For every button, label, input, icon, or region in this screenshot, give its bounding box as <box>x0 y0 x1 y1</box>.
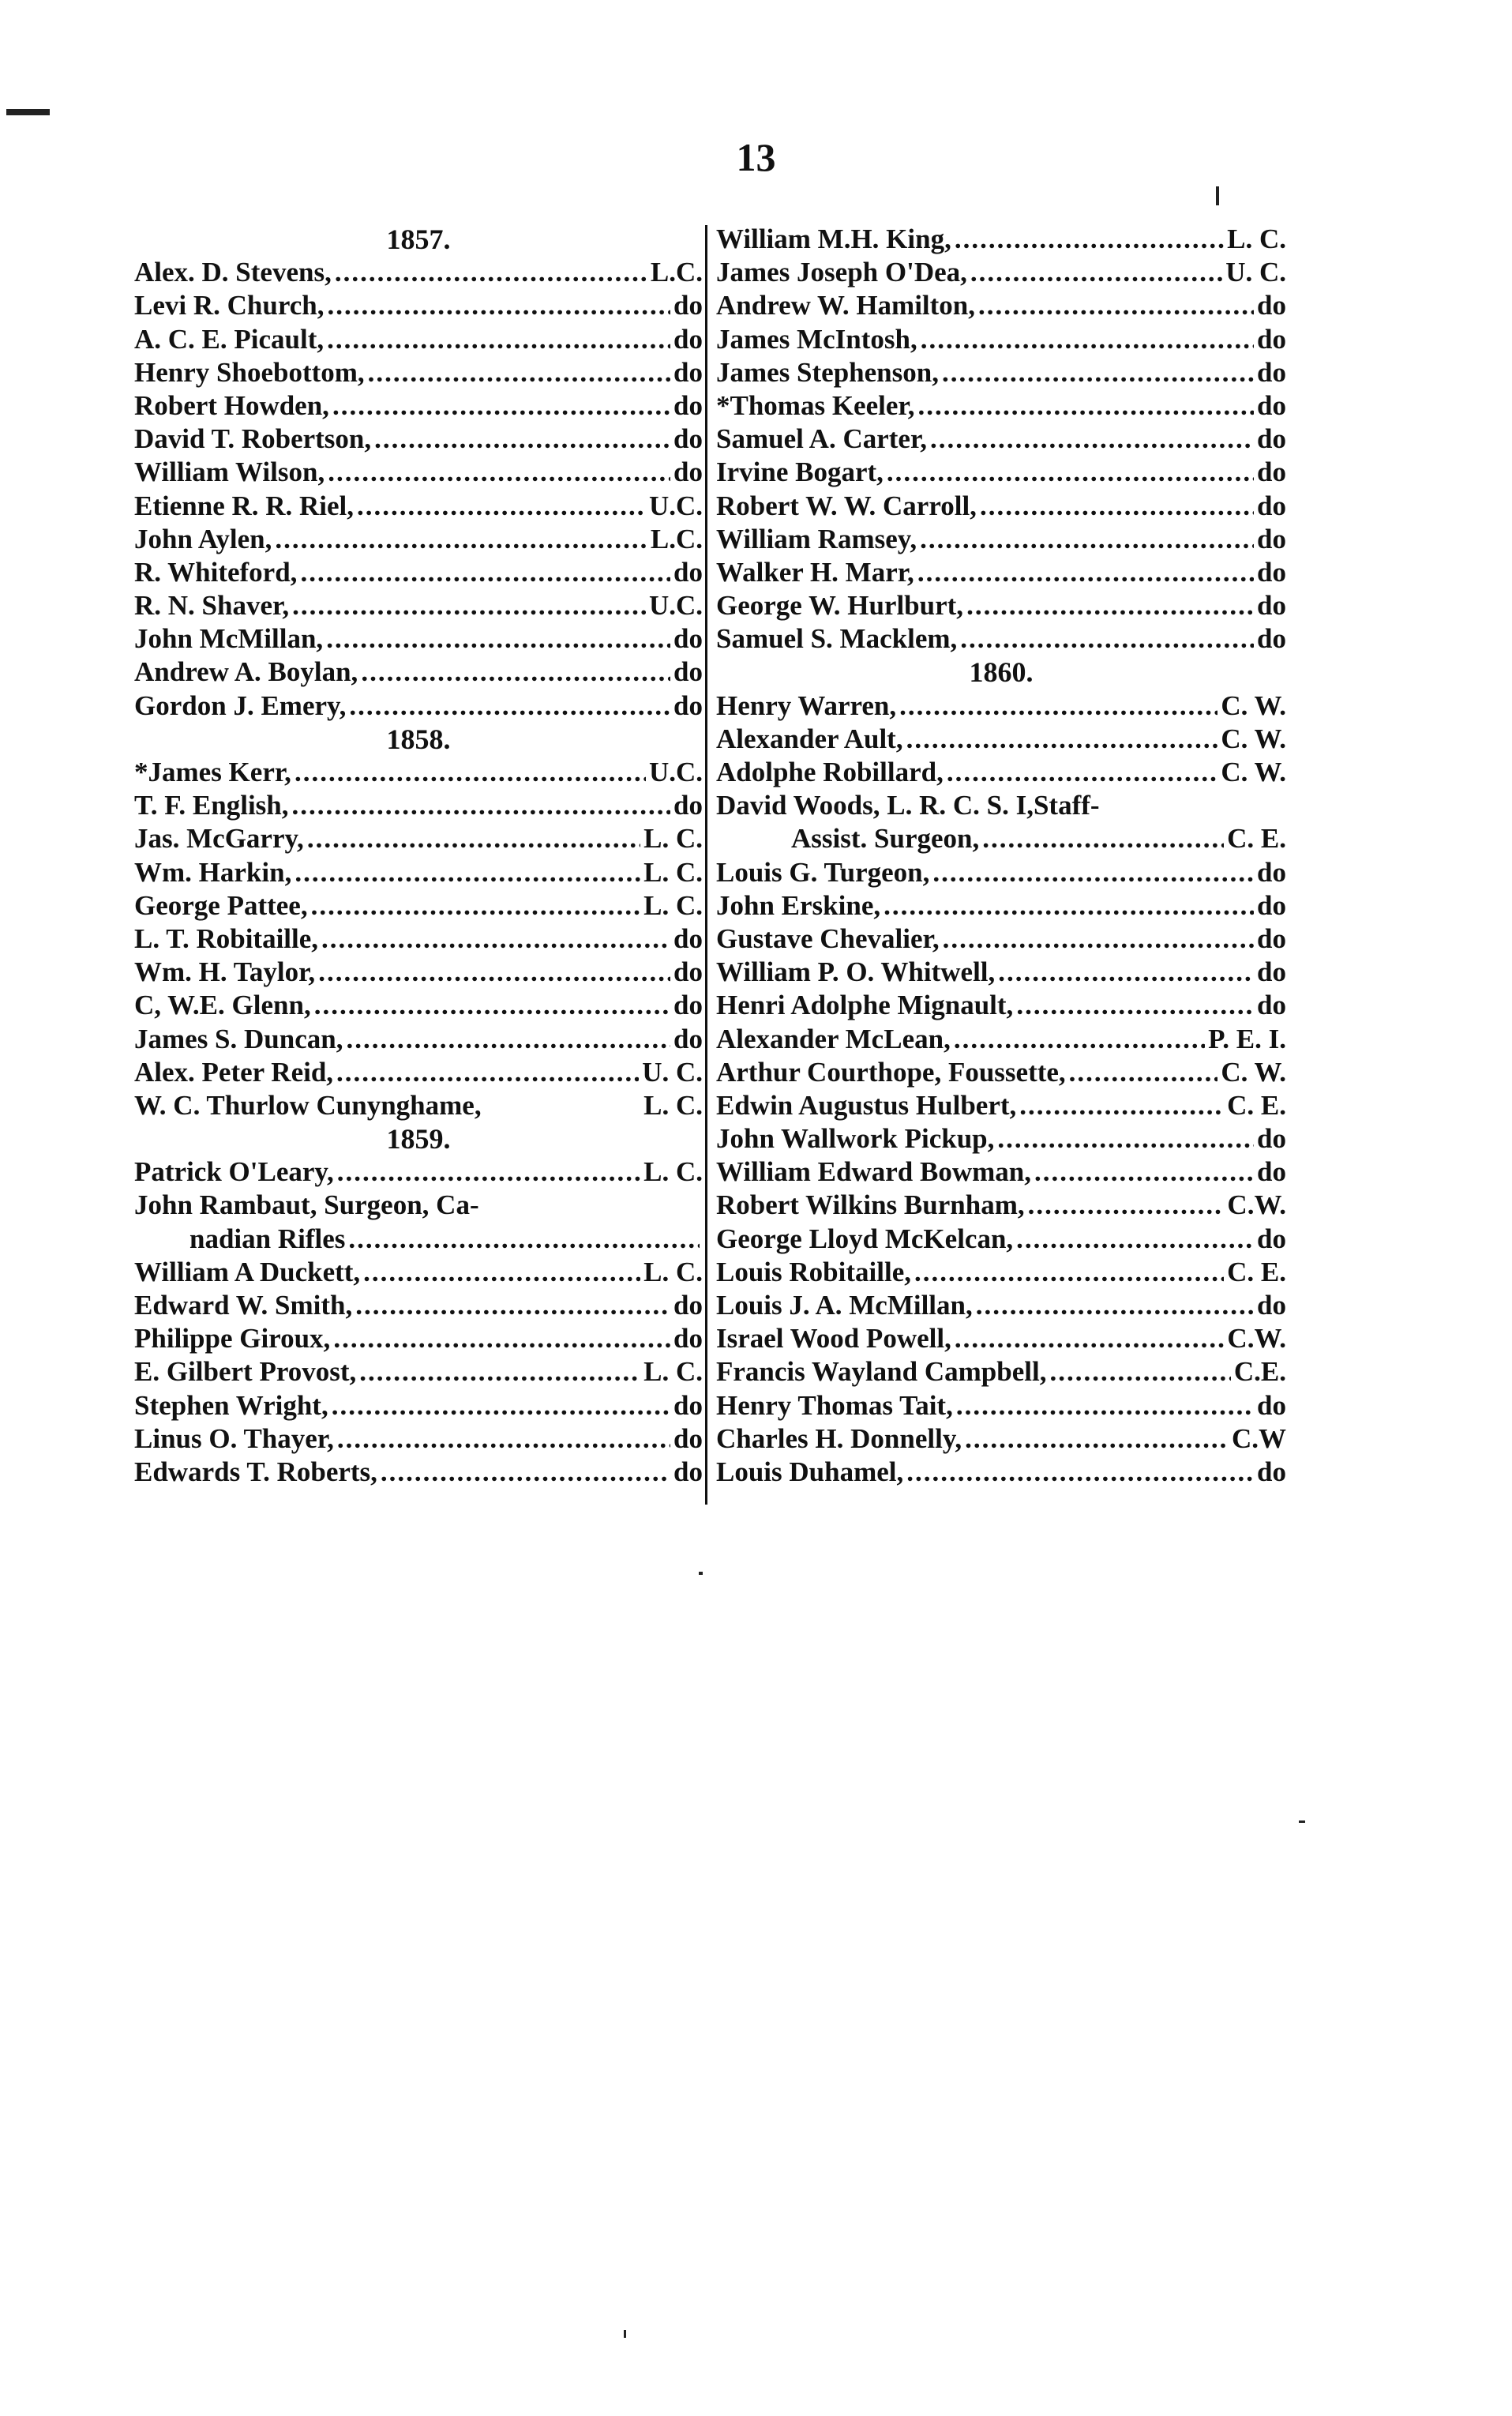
entry-name: George W. Hurlburt, <box>716 590 964 622</box>
list-item <box>716 556 1286 589</box>
entry-name: William Edward Bowman, <box>716 1156 1031 1188</box>
entry-region: C. W. <box>1221 689 1286 721</box>
entry-region: do <box>673 956 703 988</box>
dot-leader <box>906 723 1218 756</box>
dot-leader <box>942 356 1254 389</box>
list-item <box>716 423 1286 456</box>
entry-region: U. C. <box>1225 257 1286 288</box>
right-column <box>716 223 1286 1489</box>
entry-name: Louis Robitaille, <box>716 1256 911 1287</box>
list-item <box>134 922 703 956</box>
entry-region: P. E. I. <box>1208 1023 1286 1054</box>
entry-region: L. C. <box>643 856 703 888</box>
entry-name: A. C. E. Picault, <box>134 323 325 355</box>
list-item <box>716 856 1286 889</box>
dot-leader <box>955 1322 1225 1355</box>
entry-region: do <box>673 389 703 421</box>
list-item <box>134 1389 703 1422</box>
dot-leader <box>1019 1089 1224 1122</box>
list-item <box>716 1322 1286 1355</box>
list-item <box>716 723 1286 756</box>
list-item <box>716 1056 1286 1089</box>
entry-region: do <box>1257 523 1286 554</box>
entry-region: do <box>673 623 703 655</box>
dot-leader <box>357 490 646 523</box>
dot-leader <box>363 1256 640 1289</box>
entry-name: Wm. Harkin, <box>134 856 292 888</box>
entry-region: do <box>673 290 703 321</box>
entry-name: E. Gilbert Provost, <box>134 1356 357 1388</box>
entry-region: C. E. <box>1227 1256 1286 1287</box>
dot-leader <box>917 389 1254 423</box>
list-item <box>716 589 1286 622</box>
entry-region: L. C. <box>643 1256 703 1287</box>
print-speck <box>6 109 50 115</box>
dot-leader <box>980 490 1254 523</box>
list-item <box>716 1389 1286 1422</box>
entry-region: do <box>673 1389 703 1421</box>
list-item <box>716 1023 1286 1056</box>
list-item <box>716 1155 1286 1189</box>
print-speck <box>1299 1820 1305 1823</box>
list-item <box>716 490 1286 523</box>
entry-name: Henry Thomas Tait, <box>716 1389 953 1421</box>
dot-leader <box>955 223 1224 256</box>
entry-region: C. E. <box>1227 823 1286 855</box>
entry-region: L. C. <box>643 1156 703 1188</box>
entry-name: David T. Robertson, <box>134 423 372 455</box>
dot-leader <box>346 1023 670 1056</box>
dot-leader <box>966 589 1254 622</box>
entry-region: do <box>1257 1290 1286 1321</box>
list-item <box>134 1289 703 1322</box>
entry-region: do <box>1257 1456 1286 1487</box>
entry-region: U.C. <box>648 590 703 622</box>
entry-region: do <box>673 656 703 688</box>
entry-name: James S. Duncan, <box>134 1023 343 1054</box>
entry-name: James McIntosh, <box>716 323 917 355</box>
entry-name: Alexander Ault, <box>716 723 903 754</box>
list-item <box>134 1422 703 1456</box>
entry-region: do <box>1257 490 1286 521</box>
entry-region: U. C. <box>642 1056 703 1088</box>
dot-leader <box>978 289 1254 322</box>
entry-region: L. C. <box>643 1356 703 1388</box>
left-column <box>134 223 703 1489</box>
entry-name: Robert Wilkins Burnham, <box>716 1189 1025 1221</box>
list-item <box>134 956 703 989</box>
entry-region: do <box>673 457 703 488</box>
entry-region: do <box>1257 290 1286 321</box>
entry-name: William M.H. King, <box>716 224 951 254</box>
entry-region: C.W. <box>1227 1189 1286 1221</box>
entry-name: Samuel S. Macklem, <box>716 623 958 655</box>
list-item <box>134 556 703 589</box>
dot-leader <box>349 689 670 723</box>
entry-name: George Lloyd McKelcan, <box>716 1223 1014 1254</box>
list-item <box>716 622 1286 656</box>
entry-name: Etienne R. R. Riel, <box>134 490 355 521</box>
list-item <box>716 756 1286 789</box>
entry-name: John Rambaut, Surgeon, Ca- <box>134 1189 479 1221</box>
dot-leader <box>970 256 1222 289</box>
entry-name: Gustave Chevalier, <box>716 922 940 954</box>
list-item <box>134 1089 703 1122</box>
entry-region: do <box>1257 590 1286 622</box>
list-item <box>134 789 703 822</box>
entry-name: Edwards T. Roberts, <box>134 1456 377 1487</box>
dot-leader <box>307 822 640 855</box>
list-item <box>134 822 703 855</box>
entry-name: R. Whiteford, <box>134 556 298 588</box>
entry-name: *Thomas Keeler, <box>716 389 915 421</box>
dot-leader <box>295 856 640 889</box>
entry-name: Alexander McLean, <box>716 1023 951 1054</box>
dot-leader <box>321 922 670 956</box>
year-heading: 1857. <box>386 224 451 255</box>
list-item <box>134 456 703 489</box>
entry-name: nadian Rifles <box>189 1223 346 1254</box>
dot-leader <box>917 556 1254 589</box>
entry-name: William A Duckett, <box>134 1256 361 1287</box>
list-item <box>134 423 703 456</box>
year-heading: 1858. <box>386 723 451 755</box>
list-item <box>716 256 1286 289</box>
entry-region: do <box>1257 623 1286 655</box>
entry-region: do <box>673 1456 703 1487</box>
entry-name: W. C. Thurlow Cunynghame, <box>134 1089 482 1121</box>
entry-name: Stephen Wright, <box>134 1389 328 1421</box>
entry-region: do <box>1257 1156 1286 1188</box>
list-item <box>134 490 703 523</box>
list-item <box>716 689 1286 723</box>
entry-region: C.W <box>1231 1422 1286 1454</box>
entry-name: Philippe Giroux, <box>134 1323 331 1355</box>
entry-region: C.W. <box>1227 1323 1286 1355</box>
entry-name: Andrew A. Boylan, <box>134 656 358 688</box>
entry-name: Alex. Peter Reid, <box>134 1056 334 1088</box>
list-item <box>716 1289 1286 1322</box>
entry-region: do <box>1257 922 1286 954</box>
entry-name: Louis G. Turgeon, <box>716 856 930 888</box>
entry-region: U.C. <box>648 490 703 521</box>
entry-name: Linus O. Thayer, <box>134 1422 334 1454</box>
list-item <box>134 1322 703 1355</box>
entry-name: James Joseph O'Dea, <box>716 257 967 288</box>
dot-leader <box>318 956 670 989</box>
dot-leader <box>328 456 670 489</box>
entry-region: do <box>1257 323 1286 355</box>
entry-region: do <box>1257 389 1286 421</box>
entry-name: Adolphe Robillard, <box>716 757 944 787</box>
dot-leader <box>295 756 646 789</box>
dot-leader <box>275 523 647 556</box>
list-item <box>716 1456 1286 1489</box>
list-item <box>134 889 703 922</box>
dot-leader <box>374 423 670 456</box>
entry-name: William P. O. Whitwell, <box>716 956 996 988</box>
print-speck <box>1216 186 1219 205</box>
dot-leader <box>932 856 1254 889</box>
year-heading: 1860. <box>969 656 1034 689</box>
entry-name: *James Kerr, <box>134 757 291 787</box>
dot-leader <box>327 323 670 356</box>
entry-name: George Pattee, <box>134 889 308 921</box>
list-item <box>716 922 1286 956</box>
dot-leader <box>906 1456 1254 1489</box>
entry-region: do <box>673 1323 703 1355</box>
year-heading: 1859. <box>386 1123 451 1155</box>
entry-region: do <box>1257 956 1286 988</box>
entry-region: L. C. <box>643 889 703 921</box>
dot-leader <box>292 589 646 622</box>
dot-leader <box>336 1056 639 1089</box>
entry-region: do <box>673 556 703 588</box>
entry-name: T. F. English, <box>134 790 289 821</box>
entry-name: Jas. McGarry, <box>134 823 304 855</box>
list-item <box>716 389 1286 423</box>
list-item <box>134 323 703 356</box>
dot-leader <box>337 1422 670 1456</box>
list-item <box>716 1256 1286 1289</box>
entry-name: Henry Shoebottom, <box>134 356 365 388</box>
entry-name: C, W.E. Glenn, <box>134 990 311 1021</box>
entry-region: do <box>1257 856 1286 888</box>
dot-leader <box>368 356 670 389</box>
list-item <box>134 622 703 656</box>
dot-leader <box>333 1322 670 1355</box>
entry-region: do <box>1257 1389 1286 1421</box>
entry-region: U.C. <box>648 757 703 787</box>
page-number: 13 <box>736 135 776 179</box>
entry-region: do <box>673 922 703 954</box>
dot-leader <box>332 1389 670 1422</box>
list-item <box>134 1355 703 1388</box>
list-item <box>716 1223 1286 1256</box>
entry-name: Patrick O'Leary, <box>134 1156 334 1188</box>
list-item <box>134 1023 703 1056</box>
entry-region: C. W. <box>1221 723 1286 754</box>
entry-region: L. C. <box>643 823 703 855</box>
dot-leader <box>956 1389 1254 1422</box>
entry-name: Walker H. Marr, <box>716 556 914 588</box>
entry-name: Irvine Bogart, <box>716 457 884 488</box>
list-item <box>716 1122 1286 1155</box>
entry-region: L. C. <box>1227 224 1286 254</box>
print-speck <box>699 1572 703 1575</box>
entry-region: do <box>673 1422 703 1454</box>
entry-region: do <box>673 423 703 455</box>
entry-name: John Aylen, <box>134 523 272 554</box>
entry-name: Gordon J. Emery, <box>134 689 347 721</box>
dot-leader <box>997 1122 1254 1155</box>
dot-leader <box>982 822 1224 855</box>
dot-leader <box>381 1456 670 1489</box>
list-item <box>716 822 1286 855</box>
dot-leader <box>899 689 1217 723</box>
list-item <box>716 1089 1286 1122</box>
entry-name: Andrew W. Hamilton, <box>716 290 976 321</box>
entry-region: L. C. <box>643 1089 703 1121</box>
entry-name: Wm. H. Taylor, <box>134 956 316 988</box>
dot-leader <box>965 1422 1229 1456</box>
list-item <box>134 523 703 556</box>
entry-region: do <box>673 323 703 355</box>
list-item <box>134 389 703 423</box>
dot-leader <box>943 922 1254 956</box>
dot-leader <box>314 989 670 1022</box>
list-item <box>134 1155 703 1189</box>
list-item <box>134 756 703 789</box>
dot-leader <box>921 323 1254 356</box>
list-item <box>134 1189 703 1222</box>
entry-region: do <box>673 1290 703 1321</box>
dot-leader <box>884 889 1254 922</box>
entry-region: C. W. <box>1221 757 1286 787</box>
dot-leader <box>920 523 1254 556</box>
entry-region: C. E. <box>1227 1089 1286 1121</box>
entry-name: Israel Wood Powell, <box>716 1323 951 1355</box>
dot-leader <box>1028 1189 1225 1222</box>
entry-region: do <box>1257 356 1286 388</box>
list-item <box>716 523 1286 556</box>
print-speck <box>624 2330 626 2338</box>
dot-leader <box>998 956 1254 989</box>
dot-leader <box>1049 1355 1230 1388</box>
dot-leader <box>359 1355 640 1388</box>
list-item <box>134 356 703 389</box>
dot-leader <box>1034 1155 1254 1189</box>
entry-name: Charles H. Donnelly, <box>716 1422 962 1454</box>
entry-region: do <box>673 1023 703 1054</box>
dot-leader <box>292 789 671 822</box>
entry-name: John Wallwork Pickup, <box>716 1123 995 1155</box>
dot-leader <box>954 1023 1205 1056</box>
entry-name: Henry Warren, <box>716 689 897 721</box>
dot-leader <box>300 556 670 589</box>
entry-name: William Ramsey, <box>716 523 917 554</box>
entry-region: do <box>1257 457 1286 488</box>
list-item <box>716 789 1286 822</box>
list-item <box>134 1056 703 1089</box>
entry-region: do <box>673 990 703 1021</box>
dot-leader <box>361 656 670 689</box>
dot-leader <box>335 256 647 289</box>
entry-region: do <box>1257 423 1286 455</box>
entry-name: Alex. D. Stevens, <box>134 257 332 288</box>
dot-leader <box>1016 989 1254 1022</box>
dot-leader <box>355 1289 670 1322</box>
entry-name: John Erskine, <box>716 889 881 921</box>
entry-region: L.C. <box>650 523 703 554</box>
entry-region: do <box>673 356 703 388</box>
entry-name: Robert Howden, <box>134 389 329 421</box>
entry-name: Arthur Courthope, Foussette, <box>716 1056 1066 1088</box>
entry-name: Henri Adolphe Mignault, <box>716 990 1014 1021</box>
list-item <box>716 323 1286 356</box>
dot-leader <box>976 1289 1254 1322</box>
dot-leader <box>311 889 641 922</box>
list-item <box>134 589 703 622</box>
dot-leader <box>326 622 670 656</box>
dot-leader <box>947 756 1217 789</box>
list-item <box>716 1422 1286 1456</box>
dot-leader <box>348 1223 700 1256</box>
list-item <box>134 656 703 689</box>
list-item <box>134 1256 703 1289</box>
entry-name: John McMillan, <box>134 623 324 655</box>
list-item <box>134 989 703 1022</box>
list-item <box>716 289 1286 322</box>
entry-name: R. N. Shaver, <box>134 590 290 622</box>
entry-region: do <box>673 790 703 821</box>
list-item <box>716 223 1286 256</box>
list-item <box>134 856 703 889</box>
entry-name: Louis Duhamel, <box>716 1456 904 1487</box>
dot-leader <box>328 289 671 322</box>
entry-region: L.C. <box>650 257 703 288</box>
entry-region: C. W. <box>1221 1056 1286 1088</box>
entry-region: do <box>1257 990 1286 1021</box>
entry-name: Samuel A. Carter, <box>716 423 928 455</box>
list-item <box>716 1355 1286 1388</box>
list-item <box>134 689 703 723</box>
entry-name: Louis J. A. McMillan, <box>716 1290 973 1321</box>
list-item <box>134 289 703 322</box>
dot-leader <box>914 1256 1224 1289</box>
list-item <box>134 256 703 289</box>
list-item <box>716 1189 1286 1222</box>
entry-name: William Wilson, <box>134 457 325 488</box>
entry-name: Francis Wayland Campbell, <box>716 1356 1047 1388</box>
entry-name: Robert W. W. Carroll, <box>716 490 977 521</box>
dot-leader <box>887 456 1254 489</box>
list-item <box>716 956 1286 989</box>
dot-leader <box>960 622 1254 656</box>
entry-region: do <box>1257 556 1286 588</box>
entry-name: David Woods, L. R. C. S. I,Staff- <box>716 790 1100 821</box>
dot-leader <box>930 423 1254 456</box>
entry-region: do <box>1257 1223 1286 1254</box>
entry-region: C.E. <box>1233 1356 1286 1388</box>
entry-name: Edward W. Smith, <box>134 1290 353 1321</box>
dot-leader <box>332 389 670 423</box>
entry-name: Levi R. Church, <box>134 290 325 321</box>
entry-region: do <box>1257 1123 1286 1155</box>
list-item <box>716 989 1286 1022</box>
entry-name: L. T. Robitaille, <box>134 922 319 954</box>
list-item <box>134 1223 703 1256</box>
entry-name: James Stephenson, <box>716 356 939 388</box>
entry-region: do <box>1257 889 1286 921</box>
list-item <box>716 356 1286 389</box>
entry-region: do <box>673 689 703 721</box>
dot-leader <box>337 1155 640 1189</box>
column-divider <box>705 225 707 1505</box>
list-item <box>716 889 1286 922</box>
dot-leader <box>1069 1056 1218 1089</box>
dot-leader <box>1016 1223 1254 1256</box>
entry-name: Assist. Surgeon, <box>791 823 980 855</box>
list-item <box>716 456 1286 489</box>
entry-name: Edwin Augustus Hulbert, <box>716 1089 1017 1121</box>
list-item <box>134 1456 703 1489</box>
